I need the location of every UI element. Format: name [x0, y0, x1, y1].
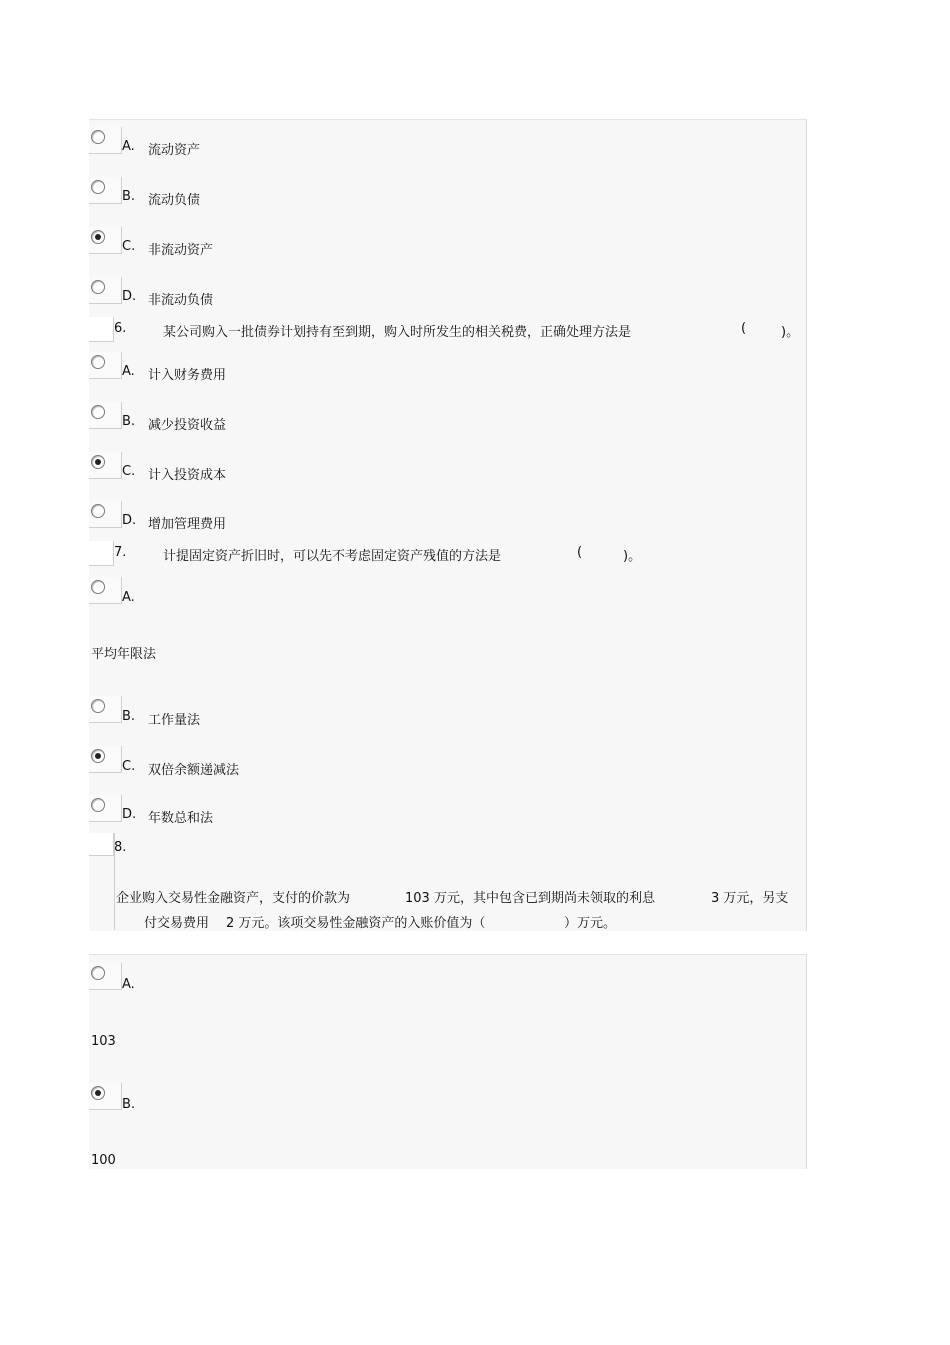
q6-option-b-letter: B. [122, 414, 136, 429]
q7-option-d-text: 年数总和法 [148, 811, 214, 826]
q7-question-text: 计提固定资产折旧时，可以先不考虑固定资产残值的方法是 [163, 549, 502, 564]
q6-option-d-radio-box[interactable] [89, 501, 122, 528]
q6-option-a-letter: A. [122, 364, 135, 379]
q6-option-d-letter: D. [122, 513, 137, 528]
q7-paren-open: ( [577, 545, 583, 560]
q8-option-b-radio-box[interactable] [89, 1083, 122, 1110]
q8-number: 8. [114, 840, 127, 855]
q8-option-a-letter: A. [122, 977, 135, 992]
q6-option-a-radio-box[interactable] [89, 352, 122, 379]
q6-option-a-text: 计入财务费用 [148, 368, 227, 383]
q6-option-b-text: 减少投资收益 [148, 418, 227, 433]
radio-checked-icon[interactable] [91, 455, 105, 469]
q7-option-a-text: 平均年限法 [91, 647, 157, 662]
q5-option-c-text: 非流动资产 [148, 243, 214, 258]
q5-option-d-text: 非流动负债 [148, 293, 214, 308]
q7-number-box [89, 541, 114, 566]
q5-option-b-radio-box[interactable] [89, 177, 122, 204]
q6-option-c-radio-box[interactable] [89, 452, 122, 479]
q8-text-line1-b: 103 万元，其中包含已到期尚未领取的利息 [405, 891, 655, 906]
q5-option-a-text: 流动资产 [148, 143, 201, 158]
q8-text-line2-b: 2 万元。该项交易性金融资产的入账价值为（ [226, 916, 486, 931]
q8-text-line2-a: 付交易费用 [144, 916, 210, 931]
q8-option-b-letter: B. [122, 1097, 136, 1112]
radio-icon[interactable] [91, 130, 105, 144]
radio-icon[interactable] [91, 966, 105, 980]
q6-question-text: 某公司购入一批债券计划持有至到期，购入时所发生的相关税费，正确处理方法是 [163, 325, 632, 340]
q7-option-c-text: 双倍余额递减法 [148, 763, 240, 778]
q5-option-b-letter: B. [122, 189, 136, 204]
radio-checked-icon[interactable] [91, 1086, 105, 1100]
q6-option-b-radio-box[interactable] [89, 402, 122, 429]
q7-option-d-letter: D. [122, 807, 137, 822]
q7-option-a-radio-box[interactable] [89, 577, 122, 604]
radio-icon[interactable] [91, 504, 105, 518]
q7-paren-close: )。 [623, 549, 642, 564]
q5-option-c-radio-box[interactable] [89, 227, 122, 254]
q6-paren-open: ( [741, 321, 747, 336]
q6-option-d-text: 增加管理费用 [148, 517, 227, 532]
q5-option-d-radio-box[interactable] [89, 277, 122, 304]
q7-option-d-radio-box[interactable] [89, 795, 122, 822]
radio-icon[interactable] [91, 699, 105, 713]
q6-paren-close: )。 [781, 325, 800, 340]
q5-option-a-letter: A. [122, 139, 135, 154]
q7-option-c-letter: C. [122, 759, 136, 774]
radio-checked-icon[interactable] [91, 230, 105, 244]
q5-option-b-text: 流动负债 [148, 193, 201, 208]
radio-icon[interactable] [91, 798, 105, 812]
q8-number-box [89, 833, 114, 856]
q8-option-a-radio-box[interactable] [89, 963, 122, 990]
radio-icon[interactable] [91, 355, 105, 369]
q5-option-a-radio-box[interactable] [89, 127, 122, 154]
q7-number: 7. [114, 545, 127, 560]
radio-icon[interactable] [91, 405, 105, 419]
q6-number: 6. [114, 321, 127, 336]
q7-option-b-text: 工作量法 [148, 713, 201, 728]
radio-icon[interactable] [91, 580, 105, 594]
q7-option-b-radio-box[interactable] [89, 696, 122, 723]
radio-icon[interactable] [91, 280, 105, 294]
q8-text-line1-c: 3 万元，另支 [711, 891, 789, 906]
q8-option-b-text: 100 [91, 1153, 116, 1168]
q6-option-c-letter: C. [122, 464, 136, 479]
q8-text-line2-c: ）万元。 [564, 916, 617, 931]
q8-option-a-text: 103 [91, 1034, 116, 1049]
q7-option-a-letter: A. [122, 590, 135, 605]
q5-option-c-letter: C. [122, 239, 136, 254]
q7-option-b-letter: B. [122, 709, 136, 724]
q5-option-d-letter: D. [122, 289, 137, 304]
q7-option-c-radio-box[interactable] [89, 746, 122, 773]
q6-option-c-text: 计入投资成本 [148, 468, 227, 483]
question-panel-continued [89, 954, 807, 1169]
radio-icon[interactable] [91, 180, 105, 194]
radio-checked-icon[interactable] [91, 749, 105, 763]
q6-number-box [89, 317, 114, 342]
q8-text-line1-a: 企业购入交易性金融资产，支付的价款为 [116, 891, 351, 906]
